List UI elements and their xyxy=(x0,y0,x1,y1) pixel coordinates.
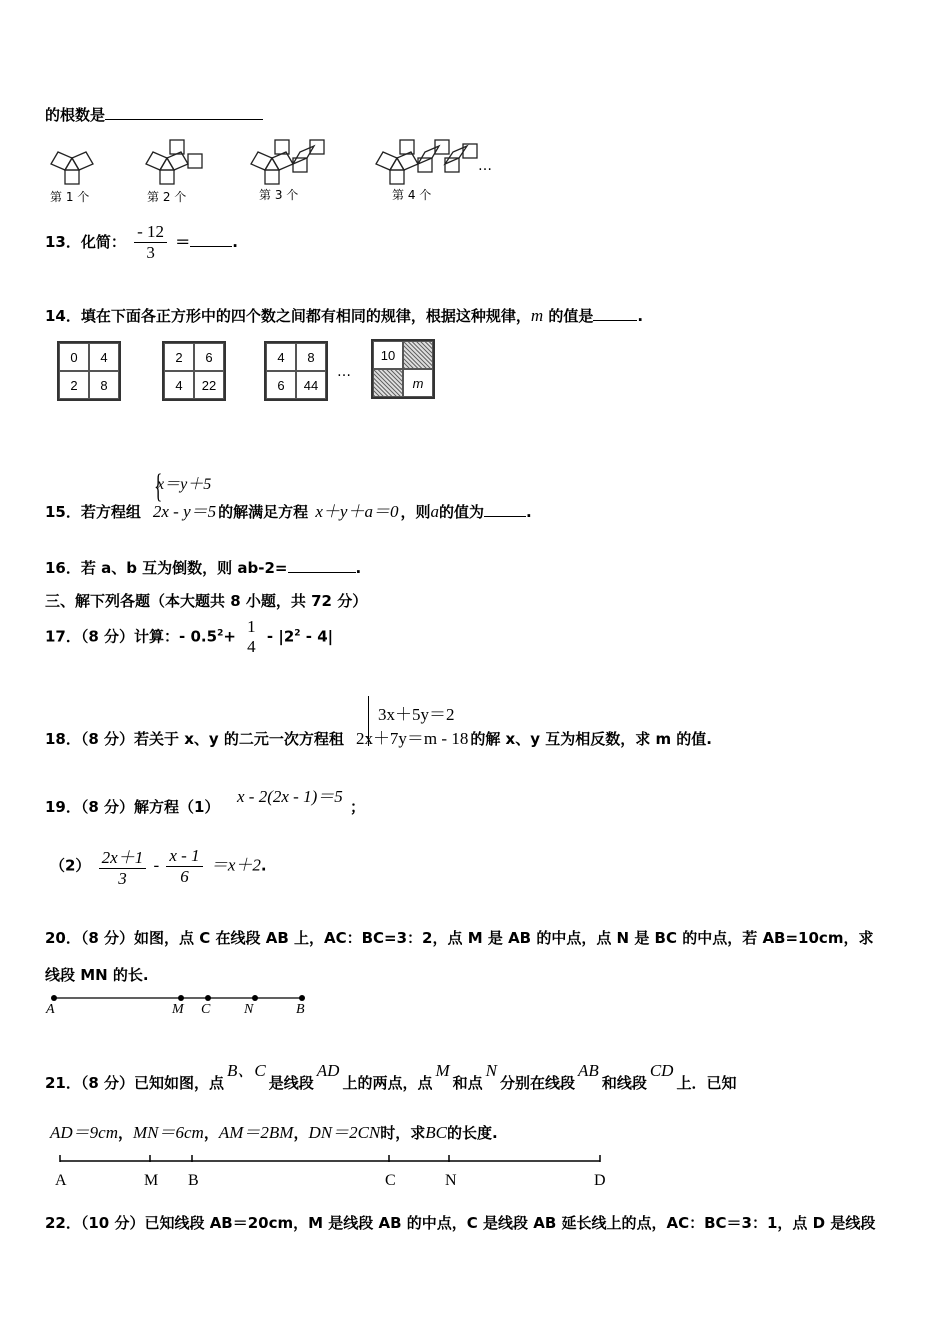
fig-caption-4: 第 4 个 xyxy=(392,188,432,202)
q19-part2: （2） $\frac{2x+1}{3}$ - $\frac{x - 1}{6}$ ＝x＋2. xyxy=(50,843,267,889)
label-b: B xyxy=(188,1172,199,1189)
q21-line1: 21．（8 分）已知如图，点B、C是线段AD上的两点，点M和点N分别在线段AB和线段CD上．已知 xyxy=(45,1061,737,1092)
fraction-1: $\frac{2x+1}{3}$ xyxy=(99,843,147,889)
number-square-2: 2 6 4 22 xyxy=(162,341,226,401)
q13: 13．化简： $\frac{- 12}{3}$ ＝ . xyxy=(45,222,238,262)
matchstick-figures xyxy=(40,130,520,190)
section-heading: 三、解下列各题（本大题共 8 小题，共 72 分） xyxy=(45,592,368,610)
number-square-1: 0 4 2 8 xyxy=(57,341,121,401)
label-a: A xyxy=(46,1002,55,1017)
label-m: M xyxy=(172,1002,184,1017)
label-c: C xyxy=(201,1002,211,1017)
label-n: N xyxy=(445,1172,457,1189)
q17: 17．（8 分）计算：- $0.5^2+$ 1 4 - $|2^2 - 4|$ xyxy=(45,617,334,656)
number-square-4: 10 m xyxy=(371,339,435,399)
q20-line2: 线段 MN 的长. xyxy=(45,966,149,984)
ellipsis: … xyxy=(478,158,494,174)
q21-line2: AD＝9cm，MN＝6cm，AM＝2BM，DN＝2CN时，求BC的长度. xyxy=(50,1123,498,1142)
q12-text: 的根数是 xyxy=(45,103,263,125)
q14-text: 14．填在下面各正方形中的四个数之间都有相同的规律，根据这种规律，m 的值是 . xyxy=(45,306,644,325)
fig-caption-1: 第 1 个 xyxy=(50,190,90,204)
q18: 18．（8 分）若关于 x、y 的二元一次方程租 2x＋7y＝m - 18 的解 x、y 互为相反数，求 m 的值. xyxy=(45,729,712,748)
q15: 15．若方程组 2x - y＝5 的解满足方程 x＋y＋a＝0 ，则a的值为 . xyxy=(45,502,532,521)
fig-caption-2: 第 2 个 xyxy=(147,190,187,204)
label-n: N xyxy=(244,1002,254,1017)
label-d: D xyxy=(594,1172,606,1189)
label-m: M xyxy=(144,1172,159,1189)
fraction-2: $\frac{x - 1}{6}$ xyxy=(166,846,202,887)
label-b: B xyxy=(296,1002,305,1017)
segment-diagram-2 xyxy=(55,1152,605,1168)
label-c: C xyxy=(385,1172,396,1189)
q22: 22．（10 分）已知线段 AB＝20cm，M 是线段 AB 的中点，C 是线段 AB 延长线上的点，AC：BC＝3：1，点 D 是线段 xyxy=(45,1214,876,1232)
answer-blank xyxy=(105,103,263,120)
ellipsis: … xyxy=(337,364,351,380)
number-square-3: 4 8 6 44 xyxy=(264,341,328,401)
label-a: A xyxy=(55,1172,67,1189)
q16: 16．若 a、b 互为倒数，则 ab-2= . xyxy=(45,556,361,578)
fraction: 1 4 xyxy=(247,617,256,656)
q20-line1: 20．（8 分）如图，点 C 在线段 AB 上，AC：BC=3：2，点 M 是 AB 的中点，点 N 是 BC 的中点，若 AB=10cm，求 xyxy=(45,929,874,947)
equation-1: x＝y＋5 xyxy=(157,476,212,493)
equation-1: 3x＋5y＝2 xyxy=(378,705,455,724)
fig-caption-3: 第 3 个 xyxy=(259,188,299,202)
q19: 19．（8 分）解方程（1） ； xyxy=(45,798,365,816)
equation-1: x - 2(2x - 1)＝5 xyxy=(237,787,343,806)
fraction: $\frac{- 12}{3}$ xyxy=(134,222,167,263)
